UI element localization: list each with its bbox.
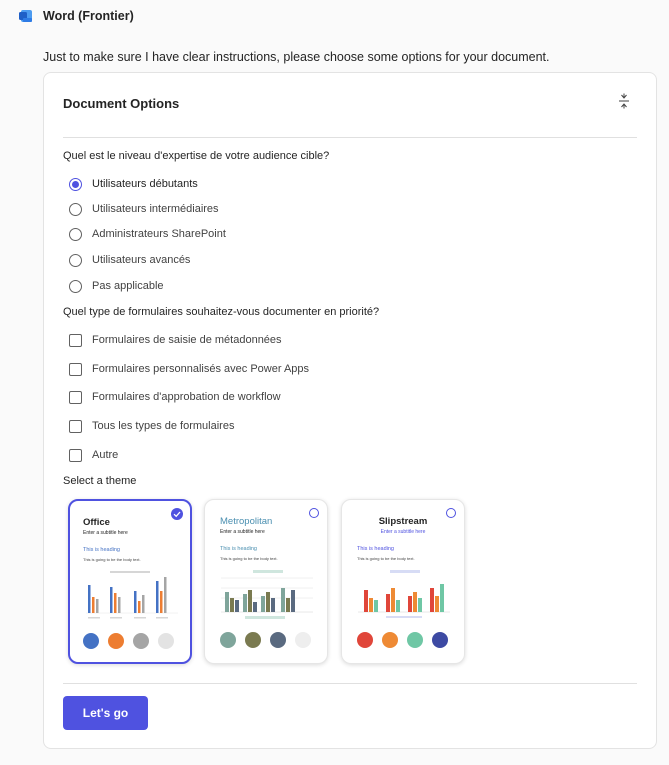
theme-subtitle: Enter a subtitle here: [220, 529, 265, 535]
theme-swatches: [83, 633, 174, 649]
theme-body-text: This is going to be the body text.: [220, 556, 278, 561]
radio-option-sharepoint-admins[interactable]: [69, 226, 226, 242]
intro-text: Just to make sure I have clear instructions, please choose some options for your document.: [43, 50, 550, 64]
color-swatch: [382, 632, 398, 648]
theme-body-text: This is going to be the body text.: [357, 556, 415, 561]
radio-unchecked-icon[interactable]: [309, 508, 319, 518]
color-swatch: [133, 633, 149, 649]
theme-preview-chart: [215, 568, 319, 622]
question-forms-label: Quel type de formulaires souhaitez-vous documenter en priorité?: [63, 306, 380, 318]
option-label: Formulaires personnalisés avec Power Apps: [92, 363, 310, 375]
question-audience-label: Quel est le niveau d'expertise de votre audience cible?: [63, 150, 330, 162]
radio-checked-icon[interactable]: [69, 178, 82, 191]
checkbox-option-power-apps[interactable]: [69, 361, 309, 377]
radio-option-avances[interactable]: [69, 252, 190, 268]
theme-heading: This is heading: [220, 546, 257, 552]
theme-card-office[interactable]: [68, 499, 192, 664]
option-label: Tous les types de formulaires: [92, 420, 235, 432]
color-swatch: [83, 633, 99, 649]
app-title: Word (Frontier): [43, 9, 134, 23]
option-label: Formulaires d'approbation de workflow: [92, 391, 281, 403]
color-swatch: [158, 633, 174, 649]
radio-unchecked-icon[interactable]: [69, 280, 82, 293]
option-label: Utilisateurs débutants: [92, 178, 198, 190]
checkbox-option-workflow[interactable]: [69, 389, 281, 405]
theme-heading: This is heading: [357, 546, 394, 552]
color-swatch: [270, 632, 286, 648]
radio-unchecked-icon[interactable]: [69, 228, 82, 241]
checkmark-icon: [171, 508, 183, 520]
option-label: Autre: [92, 449, 119, 461]
radio-option-debutants[interactable]: [69, 176, 198, 192]
theme-name: Metropolitan: [220, 516, 273, 527]
word-logo-icon: [18, 8, 34, 24]
checkbox-icon[interactable]: [69, 363, 82, 376]
card-title: Document Options: [63, 96, 180, 111]
checkbox-icon[interactable]: [69, 334, 82, 347]
footer-divider: [63, 683, 637, 684]
checkbox-icon[interactable]: [69, 420, 82, 433]
lets-go-button[interactable]: Let's go: [63, 696, 148, 730]
option-label: Administrateurs SharePoint: [92, 228, 226, 240]
theme-heading: This is heading: [83, 547, 120, 553]
checkbox-icon[interactable]: [69, 449, 82, 462]
theme-subtitle: Enter a subtitle here: [83, 530, 128, 536]
color-swatch: [357, 632, 373, 648]
theme-section-label: Select a theme: [63, 475, 137, 487]
option-label: Utilisateurs intermédiaires: [92, 203, 219, 215]
checkbox-icon[interactable]: [69, 391, 82, 404]
radio-unchecked-icon[interactable]: [69, 203, 82, 216]
radio-unchecked-icon[interactable]: [69, 254, 82, 267]
theme-body-text: This is going to be the body text.: [83, 557, 141, 562]
radio-option-intermediaires[interactable]: [69, 201, 219, 217]
color-swatch: [432, 632, 448, 648]
theme-card-slipstream[interactable]: [341, 499, 465, 664]
header-divider: [63, 137, 637, 138]
theme-preview-chart: [352, 568, 456, 622]
theme-preview-chart: [80, 569, 184, 623]
theme-swatches: [357, 632, 448, 648]
theme-name: Office: [83, 517, 110, 528]
theme-card-metropolitan[interactable]: [204, 499, 328, 664]
color-swatch: [407, 632, 423, 648]
color-swatch: [245, 632, 261, 648]
color-swatch: [220, 632, 236, 648]
checkbox-option-metadonnees[interactable]: [69, 332, 282, 348]
collapse-icon[interactable]: [618, 93, 630, 109]
radio-option-pas-applicable[interactable]: [69, 278, 164, 294]
checkbox-option-autre[interactable]: [69, 447, 118, 463]
theme-swatches: [220, 632, 311, 648]
document-options-card: [43, 72, 657, 749]
option-label: Pas applicable: [92, 280, 164, 292]
checkbox-option-tous-types[interactable]: [69, 418, 234, 434]
option-label: Formulaires de saisie de métadonnées: [92, 334, 282, 346]
color-swatch: [295, 632, 311, 648]
option-label: Utilisateurs avancés: [92, 254, 191, 266]
app-header: [18, 8, 134, 24]
theme-name: Slipstream: [378, 516, 428, 527]
theme-subtitle: Enter a subtitle here: [380, 529, 426, 535]
color-swatch: [108, 633, 124, 649]
